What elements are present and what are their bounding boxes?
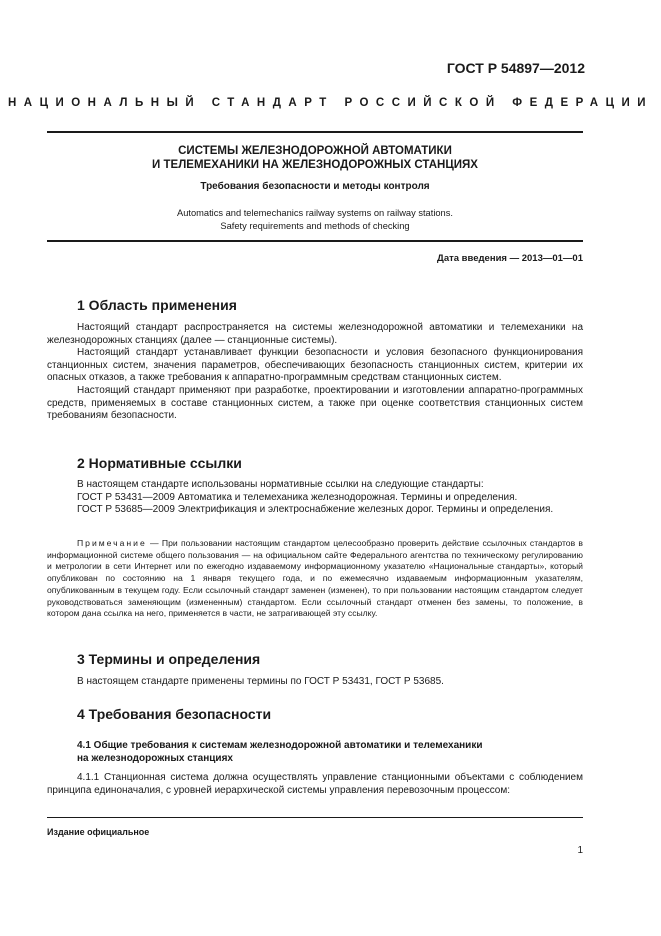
- section-1-body: [47, 322, 583, 423]
- english-title-line-2: Safety requirements and methods of checking: [220, 220, 410, 231]
- section-1-paragraph-3: Настоящий стандарт применяют при разработке, проектировании и изготовлении аппаратно-программных средств, применяемых в составе станционных систем, а также при оценке соответствия станционных систем требованиям безопасности.: [47, 384, 583, 422]
- english-title: [47, 207, 583, 232]
- section-2-paragraph-1: В настоящем стандарте использованы нормативные ссылки на следующие стандарты:: [77, 479, 484, 490]
- section-4-body: [47, 772, 583, 797]
- section-2-note: [47, 538, 583, 620]
- official-edition-label: Издание официальное: [47, 827, 150, 837]
- introduction-date: Дата введения — 2013—01—01: [437, 253, 583, 264]
- subsection-4-1-line-2: на железнодорожных станциях: [77, 752, 233, 764]
- document-subtitle: Требования безопасности и методы контроля: [200, 181, 430, 192]
- section-2-body: [47, 479, 583, 517]
- page-number: 1: [577, 845, 583, 856]
- document-number: ГОСТ Р 54897—2012: [446, 60, 585, 76]
- note-label: Примечание: [77, 538, 147, 548]
- title-divider: [47, 240, 583, 242]
- section-2-heading: 2 Нормативные ссылки: [77, 455, 242, 471]
- section-1-paragraph-2: Настоящий стандарт устанавливает функции безопасности и условия безопасного функционирования станционных систем, значения параметров, обеспечивающих безопасность станционных систем, критерии их опасных отказов, а также требования к аппаратно-программным средствам станционных систем.: [47, 347, 583, 384]
- subsection-4-1-heading: [77, 740, 482, 765]
- reference-gost-53685: ГОСТ Р 53685—2009 Электрификация и электроснабжение железных дорог. Термины и определения.: [77, 504, 554, 516]
- footer-divider: [47, 817, 583, 818]
- title-line-2: И ТЕЛЕМЕХАНИКИ НА ЖЕЛЕЗНОДОРОЖНЫХ СТАНЦИЯХ: [152, 159, 478, 171]
- section-1-heading: 1 Область применения: [77, 297, 237, 313]
- section-3-body: [47, 676, 583, 689]
- section-3-paragraph-1: В настоящем стандарте применены термины по ГОСТ Р 53431, ГОСТ Р 53685.: [77, 676, 444, 687]
- reference-gost-53431: ГОСТ Р 53431—2009 Автоматика и телемеханика железнодорожная. Термины и определения.: [77, 491, 518, 503]
- title-line-1: СИСТЕМЫ ЖЕЛЕЗНОДОРОЖНОЙ АВТОМАТИКИ: [178, 145, 452, 157]
- note-text: — При пользовании настоящим стандартом целесообразно проверить действие ссылочных стандартов в информационной системе общего пользования — на официальном сайте Федерального агентства по техническому регулированию и метрологии в сети Интернет или по ежегодно издаваемому информационному указателю «Национальные стандарты», который опубликован по состоянию на 1 января текущего года, и по ежемесячно издаваемым информационным указателям, опубликованным в текущем году. Если ссылочный стандарт заменен (изменен), то при пользовании настоящим стандартом следует руководствоваться заменяющим (измененным) стандартом. Если ссылочный стандарт отменен без замены, то положение, в котором дана ссылка на него, применяется в части, не затрагивающей эту ссылку.: [47, 538, 583, 619]
- national-standard-banner: НАЦИОНАЛЬНЫЙ СТАНДАРТ РОССИЙСКОЙ ФЕДЕРАЦИИ: [7, 97, 654, 109]
- english-title-line-1: Automatics and telemechanics railway systems on railway stations.: [177, 208, 453, 218]
- document-title: [47, 144, 583, 172]
- subsection-4-1-line-1: 4.1 Общие требования к системам железнодорожной автоматики и телемеханики: [77, 740, 483, 751]
- clause-4-1-1: 4.1.1 Станционная система должна осуществлять управление станционными объектами с соблюдением принципа единоначалия, с уровней иерархической системы управления перевозочным процессом:: [47, 772, 583, 796]
- header-divider: [47, 131, 583, 133]
- section-4-heading: 4 Требования безопасности: [77, 706, 272, 722]
- section-3-heading: 3 Термины и определения: [77, 651, 261, 667]
- section-1-paragraph-1: Настоящий стандарт распространяется на системы железнодорожной автоматики и телемеханики на железнодорожных станциях (далее — станционные системы).: [47, 322, 583, 346]
